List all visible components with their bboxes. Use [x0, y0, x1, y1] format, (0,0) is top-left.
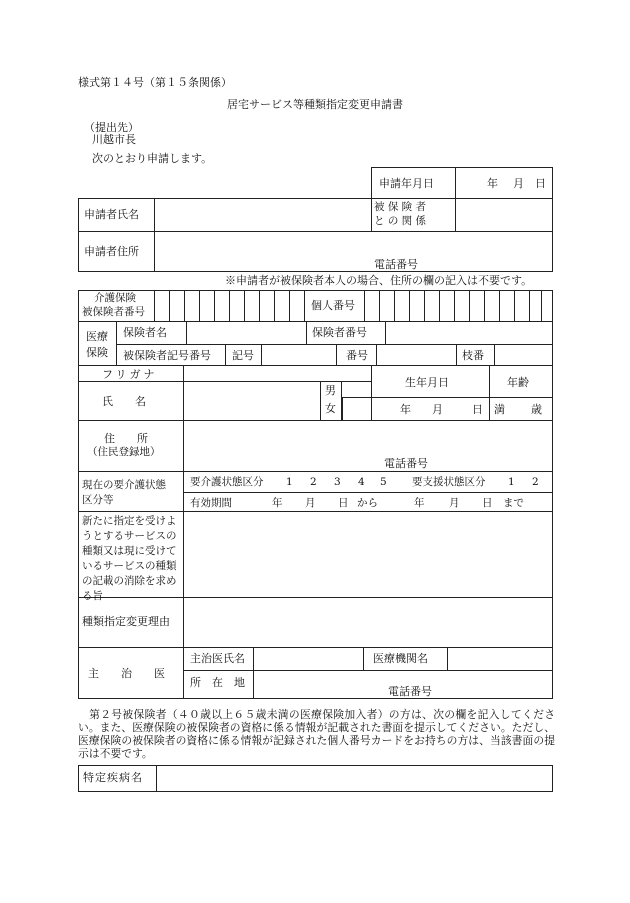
- applicant-address-field[interactable]: [154, 231, 553, 272]
- number-label: 番号: [346, 349, 368, 362]
- to-label: まで: [503, 497, 524, 509]
- insured-name-field[interactable]: [183, 381, 320, 420]
- applicant-name-field[interactable]: [154, 198, 371, 231]
- intro-text: 次のとおり申請します。: [92, 152, 213, 165]
- medical-insurance-label: 医療: [86, 330, 108, 343]
- no2-insured-note: 第２号被保険者（４０歳以上６５歳未満の医療保険加入者）の方は、次の欄を記入してください。また、医療保険の被保険者の資格に係る情報が記載された書面を提示してください。ただし、医療保険の被保険者の資格に係る情報が記録された個人番号カードをお持ちの方は、当該書面の提示は不要です。: [78, 708, 555, 760]
- personal-number-label: 個人番号: [311, 299, 355, 312]
- form-number: 様式第１４号（第１５条関係）: [78, 76, 232, 89]
- location-label: 所 在 地: [190, 676, 245, 689]
- applicant-note: ※申請者が被保険者本人の場合、住所の欄の記入は不要です。: [225, 274, 533, 287]
- branch-label: 枝番: [462, 349, 484, 362]
- age-prefix: 満: [494, 403, 505, 416]
- institution-label: 医療機関名: [373, 652, 428, 665]
- furigana-field[interactable]: [183, 365, 371, 381]
- care-level-4[interactable]: 4: [358, 476, 365, 488]
- age-label: 年齢: [507, 376, 529, 389]
- change-reason-field[interactable]: [183, 597, 553, 647]
- valid-period-field[interactable]: [183, 492, 553, 512]
- form-page: 様式第１４号（第１５条関係） 居宅サービス等種類指定変更申請書 （提出先） 川越市長 次のとおり申請します。 申請年月日 年 月 日 申請者氏名 被 保 険 者 と の 関 係 申請者住所 電話番号 ※申請者が被保険者本人の場合、住所の欄の記入は不要です。 介護保険 被保険者番号 個人番号 医療 保険 保険者名 保険者番号 被保険者記号番号 記号 番号 枝番 フリガナ 氏 名 男 女 生年月日 年齢 年 月 日 満 歳 住 所 （住民登録地） 電話番号 現在の要介護状態 区分等 要介護状態区分 1 2 3 4 5 要支援状態区分 1 2 有効期間 年 月 日 から 年 月 日 まで 新たに指定を受けようとするサービスの種類又は現に受けているサービスの種類の記載の消除を求める旨 種類指定変更理由 主 治 医 主治医氏名 医療機関名 所 在 地 電話番号 第２号被保険者（４０歳以上６５歳未満の医療保険加入者）の方は、次の欄を記入してください。また、医療保険の被保険者の資格に係る情報が記載された書面を提示してください。ただし、医療保険の被保険者の資格に係る情報が記録された個人番号カードをお持ちの方は、当該書面の提示は不要です。 特定疾病名: [0, 0, 630, 903]
- furigana-label: フリガナ: [102, 368, 158, 381]
- branch-field[interactable]: [494, 344, 553, 365]
- age-field[interactable]: [505, 397, 529, 420]
- age-unit: 歳: [531, 403, 542, 416]
- care-status-label: 現在の要介護状態: [82, 479, 166, 491]
- insurer-number-label: 保険者番号: [312, 326, 367, 339]
- support-level-2[interactable]: 2: [532, 476, 539, 488]
- service-request-label: 新たに指定を受けようとするサービスの種類又は現に受けているサービスの種類の記載の消除を求める旨: [82, 515, 177, 602]
- insured-address-field[interactable]: [183, 420, 553, 471]
- insured-phone-label: 電話番号: [384, 457, 428, 470]
- care-level-label: 要介護状態区分: [190, 476, 264, 488]
- sex-female[interactable]: 女: [325, 402, 336, 415]
- addressee-label: （提出先）: [84, 121, 139, 134]
- care-number-field[interactable]: [154, 290, 304, 321]
- personal-number-field[interactable]: [364, 290, 553, 321]
- symbol-field[interactable]: [261, 344, 336, 365]
- applicant-name-label: 申請者氏名: [84, 208, 139, 221]
- support-level-1[interactable]: 1: [508, 476, 515, 488]
- applicant-address-label: 申請者住所: [84, 245, 139, 258]
- name-label: 氏 名: [102, 395, 146, 408]
- dob-label: 生年月日: [405, 376, 449, 389]
- number-field[interactable]: [376, 344, 456, 365]
- service-request-field[interactable]: [183, 511, 553, 597]
- sex-male[interactable]: 男: [325, 384, 336, 397]
- form-title: 居宅サービス等種類指定変更申請書: [227, 98, 403, 111]
- specific-disease-field[interactable]: [156, 765, 553, 792]
- care-number-label: 介護保険: [94, 292, 136, 304]
- care-level-2[interactable]: 2: [310, 476, 317, 488]
- change-reason-label: 種類指定変更理由: [82, 615, 170, 628]
- care-level-5[interactable]: 5: [380, 476, 387, 488]
- applicant-phone-label: 電話番号: [374, 258, 418, 271]
- doctor-phone-label: 電話番号: [388, 685, 432, 698]
- doctor-label: 主 治 医: [88, 667, 165, 680]
- insurer-number-field[interactable]: [385, 321, 553, 344]
- symbol-label: 記号: [232, 349, 254, 362]
- application-date-label: 申請年月日: [379, 177, 434, 190]
- relation-field[interactable]: [455, 198, 553, 231]
- insured-code-label: 被保険者記号番号: [123, 349, 211, 362]
- valid-period-label: 有効期間: [190, 497, 232, 509]
- specific-disease-label: 特定疾病名: [83, 771, 143, 784]
- dob-field[interactable]: [342, 397, 489, 420]
- care-level-1[interactable]: 1: [286, 476, 293, 488]
- insured-address-label: 住 所: [104, 432, 148, 445]
- doctor-name-field[interactable]: [253, 647, 363, 670]
- from-label: から: [357, 497, 378, 509]
- institution-field[interactable]: [447, 647, 553, 670]
- support-level-label: 要支援状態区分: [412, 476, 486, 488]
- insurer-name-field[interactable]: [186, 321, 306, 344]
- addressee: 川越市長: [92, 133, 136, 146]
- doctor-name-label: 主治医氏名: [190, 652, 245, 665]
- insurer-name-label: 保険者名: [123, 326, 167, 339]
- care-level-3[interactable]: 3: [334, 476, 341, 488]
- relation-label: 被 保 険 者: [374, 201, 427, 213]
